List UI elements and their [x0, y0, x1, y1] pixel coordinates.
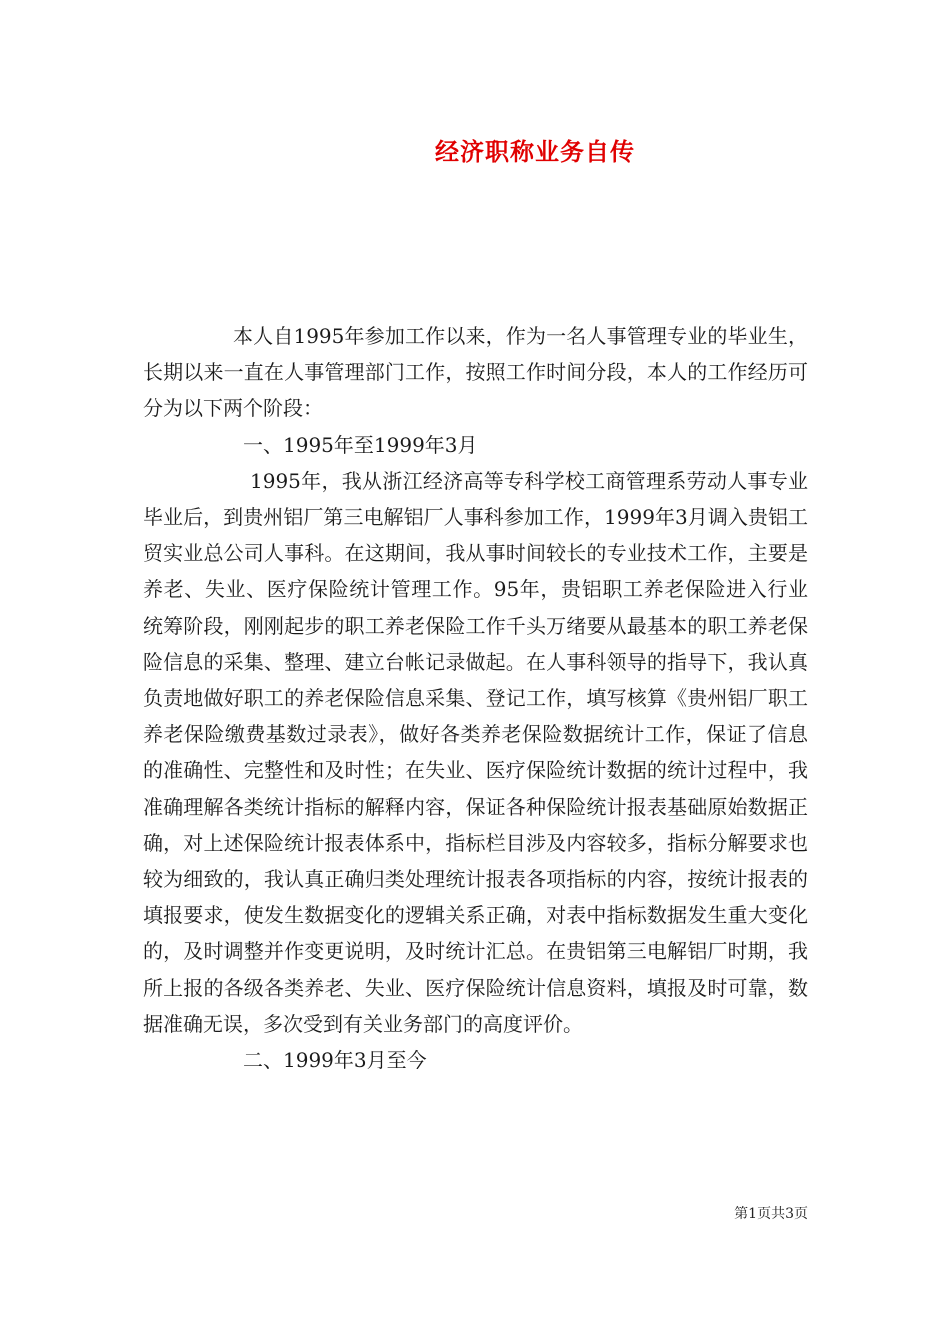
page-number-footer: 第1页共3页: [734, 1206, 808, 1222]
document-title: 经济职称业务自传: [435, 137, 635, 166]
section-2-heading: 二、1999年3月至今: [243, 1048, 427, 1073]
section-1-paragraph: 1995年，我从浙江经济高等专科学校工商管理系劳动人事专业毕业后，到贵州铝厂第三电解铝厂人事科参加工作，1999年3月调入贵铝工贸实业总公司人事科。在这期间，我从事时间较长的专业技术工作，主要是养老、失业、医疗保险统计管理工作。95年，贵铝职工养老保险进入行业统筹阶段，刚刚起步的职工养老保险工作千头万绪要从最基本的职工养老保险信息的采集、整理、建立台帐记录做起。在人事科领导的指导下，我认真负责地做好职工的养老保险信息采集、登记工作，填写核算《贵州铝厂职工养老保险缴费基数过录表》，做好各类养老保险数据统计工作，保证了信息的准确性、完整性和及时性；在失业、医疗保险统计数据的统计过程中，我准确理解各类统计指标的解释内容，保证各种保险统计报表基础原始数据正确，对上述保险统计报表体系中，指标栏目涉及内容较多，指标分解要求也较为细致的，我认真正确归类处理统计报表各项指标的内容，按统计报表的填报要求，使发生数据变化的逻辑关系正确，对表中指标数据发生重大变化的，及时调整并作变更说明，及时统计汇总。在贵铝第三电解铝厂时期，我所上报的各级各类养老、失业、医疗保险统计信息资料，填报及时可靠，数据准确无误，多次受到有关业务部门的高度评价。: [143, 468, 808, 1036]
section-1-heading: 一、1995年至1999年3月: [243, 432, 478, 457]
intro-paragraph: 本人自1995年参加工作以来，作为一名人事管理专业的毕业生，长期以来一直在人事管理部门工作，按照工作时间分段，本人的工作经历可分为以下两个阶段：: [143, 324, 808, 421]
document-body: [143, 318, 808, 1078]
